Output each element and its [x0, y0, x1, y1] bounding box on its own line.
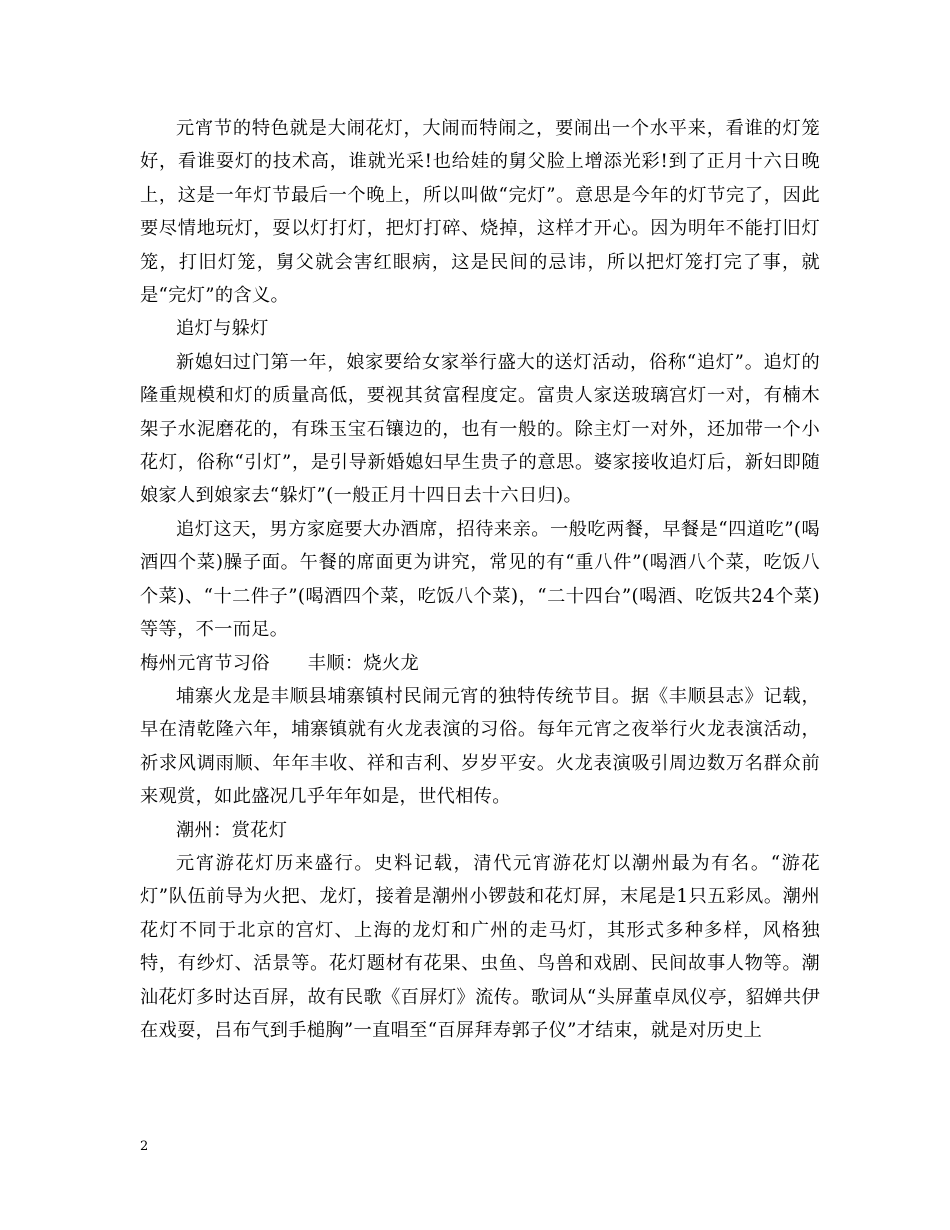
- paragraph-chaozhou-lanterns: 元宵游花灯历来盛行。史料记载，清代元宵游花灯以潮州最为有名。“游花灯”队伍前导为火把、龙灯，接着是潮州小锣鼓和花灯屏，末尾是1只五彩凤。潮州花灯不同于北京的宫灯、上海的龙灯和广州的走马灯，其形式多种多样，风格独特，有纱灯、活景等。花灯题材有花果、虫鱼、鸟兽和戏剧、民间故事人物等。潮汕花灯多时达百屏，故有民歌《百屏灯》流传。歌词从“头屏董卓凤仪亭，貂婵共伊在戏耍，吕布气到手槌胸”一直唱至“百屏拜寿郭子仪”才结束，就是对历史上: [140, 852, 820, 1041]
- paragraph-fire-dragon: 埔寨火龙是丰顺县埔寨镇村民闹元宵的独特传统节目。据《丰顺县志》记载，早在清乾隆六年，埔寨镇就有火龙表演的习俗。每年元宵之夜举行火龙表演活动，祈求风调雨顺、年年丰收、祥和吉利、岁岁平安。火龙表演吸引周边数万名群众前来观赏，如此盛况几乎年年如是，世代相传。: [140, 685, 820, 808]
- paragraph-zhuideng: 新媳妇过门第一年，娘家要给女家举行盛大的送灯活动，俗称“追灯”。追灯的隆重规模和灯的质量高低，要视其贫富程度定。富贵人家送玻璃宫灯一对，有楠木架子水泥磨花的，有珠玉宝石镶边的，也有一般的。除主灯一对外，还加带一个小花灯，俗称“引灯”，是引导新婚媳妇早生贵子的意思。婆家接收追灯后，新妇即随娘家人到娘家去“躲灯”(一般正月十四日去十六日归)。: [140, 351, 820, 507]
- section-heading-chaozhou: 潮州：赏花灯: [176, 819, 288, 841]
- paragraph-banquet: 追灯这天，男方家庭要大办酒席，招待来亲。一般吃两餐，早餐是“四道吃”(喝酒四个菜)臊子面。午餐的席面更为讲究，常见的有“重八件”(喝酒八个菜，吃饭八个菜)、“十二件子”(喝酒四个菜，吃饭八个菜)，“二十四台”(喝酒、吃饭共24个菜)等等，不一而足。: [140, 518, 820, 641]
- document-body: [140, 112, 820, 1047]
- section-heading-meizhou-row: [140, 647, 820, 680]
- section-heading-fengshun: 丰顺：烧火龙: [307, 652, 419, 674]
- section-heading-meizhou: 梅州元宵节习俗: [140, 652, 270, 674]
- section-heading-zhuideng: 追灯与躲灯: [176, 318, 269, 340]
- page-number: 2: [140, 1139, 149, 1154]
- paragraph-lantern-festival: 元宵节的特色就是大闹花灯，大闹而特闹之，要闹出一个水平来，看谁的灯笼好，看谁耍灯的技术高，谁就光采!也给娃的舅父脸上增添光彩!到了正月十六日晚上，这是一年灯节最后一个晚上，所以叫做“完灯”。意思是今年的灯节完了，因此要尽情地玩灯，耍以灯打灯，把灯打碎、烧掉，这样才开心。因为明年不能打旧灯笼，打旧灯笼，舅父就会害红眼病，这是民间的忌讳，所以把灯笼打完了事，就是“完灯”的含义。: [140, 118, 820, 307]
